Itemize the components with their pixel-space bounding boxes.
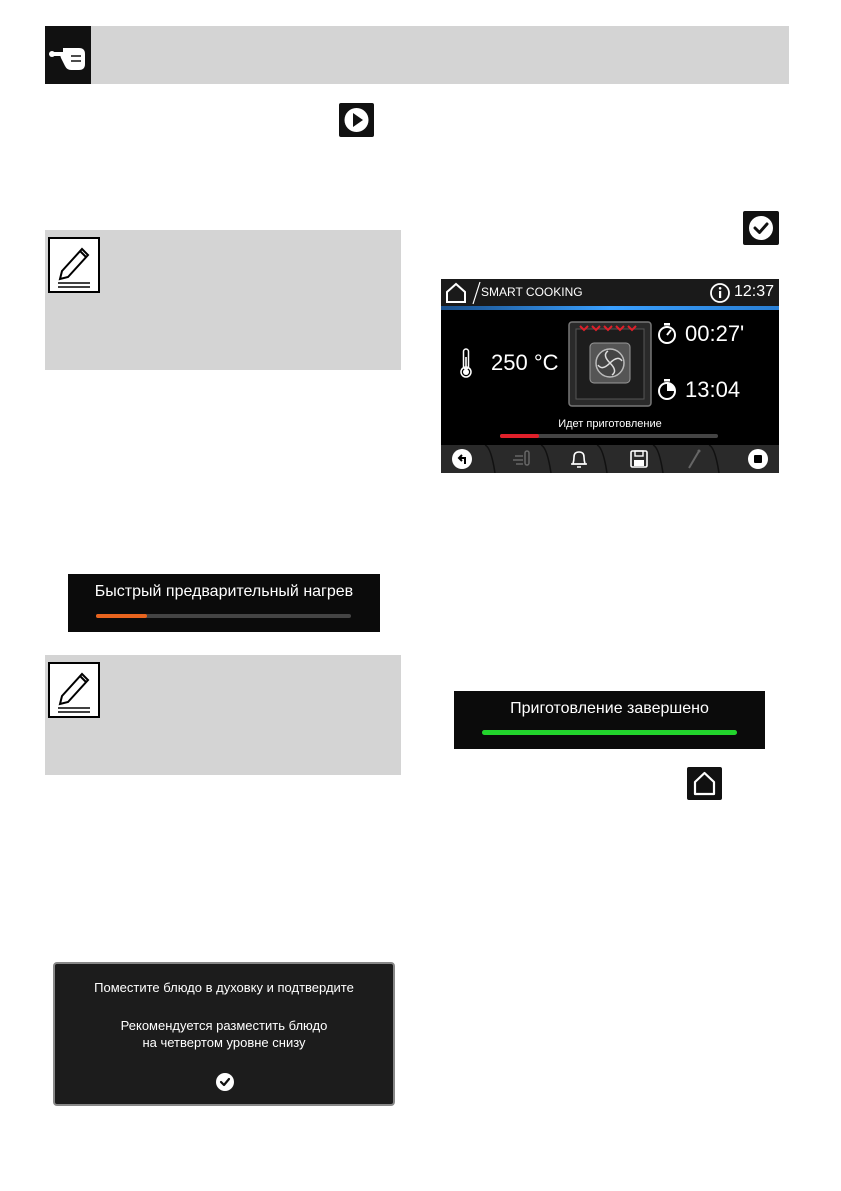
stop-icon[interactable] <box>747 448 769 470</box>
accent-bar <box>441 306 779 310</box>
finished-screen <box>454 691 765 749</box>
home-icon[interactable] <box>687 767 722 800</box>
place-dish-dialog <box>53 962 395 1106</box>
back-icon[interactable] <box>451 448 473 470</box>
pencil-note-icon <box>48 662 100 718</box>
preheat-progress-fill <box>96 614 147 618</box>
dialog-confirm-check-icon[interactable] <box>215 1072 235 1092</box>
preheat-label: Быстрый предварительный нагрев <box>94 583 354 600</box>
duration-value: 00:27' <box>685 321 745 346</box>
pencil-note-icon <box>48 237 100 293</box>
bottom-toolbar <box>441 445 779 473</box>
finished-label: Приготовление завершено <box>510 700 709 717</box>
fast-heat-icon[interactable] <box>511 448 533 470</box>
clock: 12:37 <box>734 283 775 300</box>
finished-progress-fill <box>482 730 737 735</box>
temperature-value: 250 °C <box>491 350 559 375</box>
thermometer-icon <box>459 347 473 379</box>
dialog-line-3: на четвертом уровне снизу <box>142 1035 306 1050</box>
pointing-hand-icon <box>45 26 91 84</box>
preheat-progress-track <box>96 614 351 618</box>
screen-title: SMART COOKING <box>481 285 583 299</box>
end-time-value: 13:04 <box>685 377 741 402</box>
oven-cooking-screen <box>441 279 779 473</box>
title-divider <box>471 281 481 305</box>
fan-icon <box>568 321 652 407</box>
dialog-line-2: Рекомендуется разместить блюдо <box>120 1018 328 1033</box>
probe-icon[interactable] <box>683 448 705 470</box>
stopwatch-icon <box>656 321 678 345</box>
save-icon[interactable] <box>628 448 650 470</box>
header-band <box>45 26 789 84</box>
info-icon[interactable] <box>709 282 731 304</box>
bell-icon[interactable] <box>568 448 590 470</box>
play-icon[interactable] <box>339 103 374 137</box>
cooking-status: Идет приготовление <box>558 418 662 430</box>
home-icon[interactable] <box>443 281 469 305</box>
check-icon[interactable] <box>743 211 779 245</box>
cooking-progress-track <box>500 434 718 438</box>
timer-icon <box>656 377 678 401</box>
preheat-screen <box>68 574 380 632</box>
finished-progress-track <box>482 730 737 735</box>
cooking-progress-fill <box>500 434 539 438</box>
dialog-line-1: Поместите блюдо в духовку и подтвердите <box>94 980 354 995</box>
